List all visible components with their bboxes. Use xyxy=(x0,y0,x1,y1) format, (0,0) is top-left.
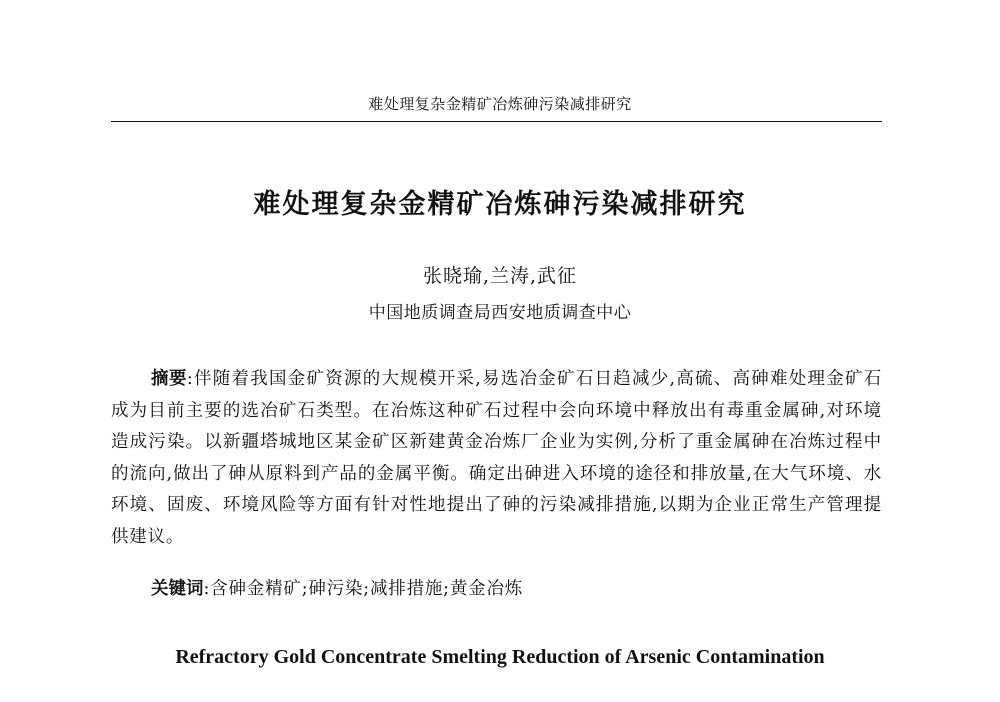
authors: 张晓瑜,兰涛,武征 xyxy=(422,265,578,287)
abstract-text: :伴随着我国金矿资源的大规模开采,易选冶金矿石日趋减少,高硫、高砷难处理金矿石成为目前主要的选冶矿石类型。在冶炼这种矿石过程中会向环境中释放出有毒重金属砷,对环境造成污染。以新疆塔城地区某金矿区新建黄金冶炼厂企业为实例,分析了重金属砷在冶炼过程中的流向,做出了砷从原料到产品的金属平衡。确定出砷进入环境的途径和排放量,在大气环境、水环境、固废、环境风险等方面有针对性地提出了砷的污染减排措施,以期为企业正常生产管理提供建议。 xyxy=(111,369,883,547)
running-header: 难处理复杂金精矿冶炼砷污染减排研究 xyxy=(368,95,632,113)
keywords xyxy=(151,575,523,600)
abstract xyxy=(111,364,882,554)
header-rule xyxy=(111,121,882,122)
paper-title: 难处理复杂金精矿冶炼砷污染减排研究 xyxy=(253,189,747,220)
english-title: Refractory Gold Concentrate Smelting Reduction of Arsenic Contamination xyxy=(175,646,825,668)
keywords-text: :含砷金精矿;砷污染;减排措施;黄金冶炼 xyxy=(203,579,524,599)
keywords-label: 关键词 xyxy=(151,579,204,599)
abstract-label: 摘要 xyxy=(151,369,187,389)
affiliation: 中国地质调查局西安地质调查中心 xyxy=(368,303,632,323)
